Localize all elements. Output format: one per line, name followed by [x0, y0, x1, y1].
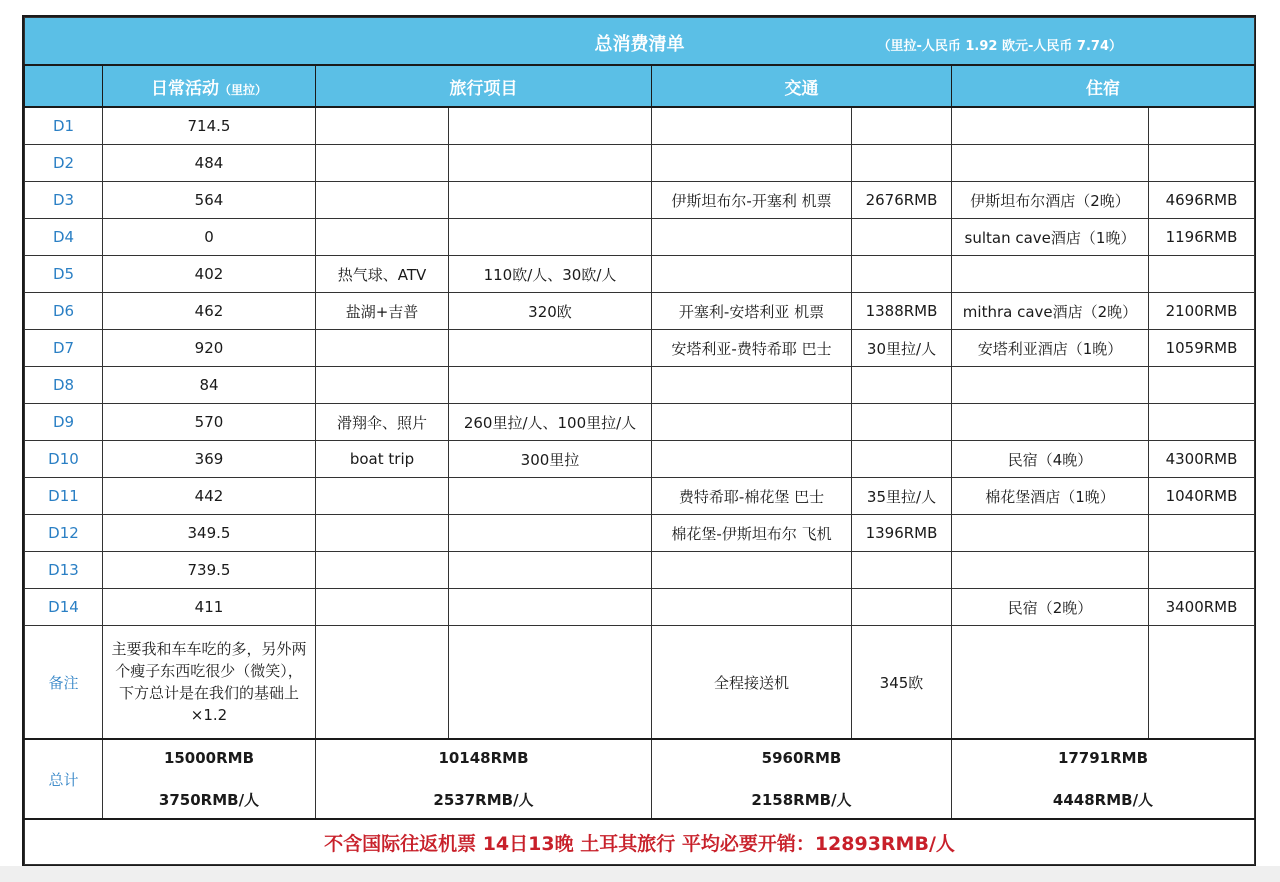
- lodging-cost-cell: 4696RMB: [1149, 182, 1255, 219]
- day-label: D5: [25, 256, 103, 293]
- transport-item-cell: [652, 367, 852, 404]
- header-blank: [25, 65, 103, 107]
- exchange-rate-note: （里拉-人民币 1.92 欧元-人民币 7.74）: [877, 39, 1122, 54]
- transport-item-cell: 棉花堡-伊斯坦布尔 飞机: [652, 515, 852, 552]
- daily-cell: 564: [103, 182, 316, 219]
- table-row: [25, 404, 1255, 441]
- table-row: [25, 256, 1255, 293]
- transport-cost-cell: [852, 367, 952, 404]
- travel-item-cell: 滑翔伞、照片: [316, 404, 449, 441]
- travel-item-cell: [316, 145, 449, 182]
- transport-item-cell: 开塞利-安塔利亚 机票: [652, 293, 852, 330]
- travel-item-cell: [316, 219, 449, 256]
- travel-cost-cell: 300里拉: [449, 441, 652, 478]
- header-daily-unit: （里拉）: [218, 82, 267, 97]
- transport-item-cell: [652, 107, 852, 145]
- transport-cost-cell: 30里拉/人: [852, 330, 952, 367]
- lodging-cost-cell: 1040RMB: [1149, 478, 1255, 515]
- lodging-item-cell: [952, 107, 1149, 145]
- daily-cell: 411: [103, 589, 316, 626]
- transport-cost-cell: [852, 145, 952, 182]
- table-row: [25, 107, 1255, 145]
- travel-item-cell: [316, 330, 449, 367]
- sheet-title: 总消费清单: [594, 34, 685, 55]
- lodging-cost-cell: [1149, 145, 1255, 182]
- lodging-item-cell: 棉花堡酒店（1晚）: [952, 478, 1149, 515]
- page-bottom-shade: [0, 866, 1280, 882]
- travel-cost-cell: [449, 552, 652, 589]
- transport-item-cell: [652, 256, 852, 293]
- lodging-cost-cell: [1149, 515, 1255, 552]
- travel-item-cell: 热气球、ATV: [316, 256, 449, 293]
- lodging-item-cell: [952, 256, 1149, 293]
- travel-cost-cell: 110欧/人、30欧/人: [449, 256, 652, 293]
- header-row: [25, 65, 1255, 107]
- lodging-cost-cell: [1149, 552, 1255, 589]
- day-label: D10: [25, 441, 103, 478]
- travel-cost-cell: [449, 478, 652, 515]
- lodging-item-cell: [952, 404, 1149, 441]
- daily-cell: 84: [103, 367, 316, 404]
- lodging-item-cell: [952, 145, 1149, 182]
- total-transport: 5960RMB 2158RMB/人: [652, 739, 952, 819]
- header-travel: 旅行项目: [316, 65, 652, 107]
- transport-cost-cell: [852, 404, 952, 441]
- header-lodging: 住宿: [952, 65, 1255, 107]
- table-row: [25, 589, 1255, 626]
- header-transport: 交通: [652, 65, 952, 107]
- lodging-cost-cell: 4300RMB: [1149, 441, 1255, 478]
- day-label: D1: [25, 107, 103, 145]
- day-label: D9: [25, 404, 103, 441]
- table-row: [25, 367, 1255, 404]
- transport-item-cell: 伊斯坦布尔-开塞利 机票: [652, 182, 852, 219]
- travel-cost-cell: [449, 182, 652, 219]
- transport-cost-cell: [852, 589, 952, 626]
- daily-cell: 484: [103, 145, 316, 182]
- lodging-item-cell: 民宿（2晚）: [952, 589, 1149, 626]
- transport-cost-cell: [852, 441, 952, 478]
- lodging-item-cell: [952, 515, 1149, 552]
- transport-cost-cell: [852, 256, 952, 293]
- daily-cell: 920: [103, 330, 316, 367]
- title-row: [25, 18, 1255, 66]
- daily-cell: 570: [103, 404, 316, 441]
- lodging-cost-cell: 1059RMB: [1149, 330, 1255, 367]
- transport-cost-cell: [852, 219, 952, 256]
- daily-cell: 714.5: [103, 107, 316, 145]
- expense-sheet: [22, 15, 1256, 867]
- transport-item-cell: [652, 441, 852, 478]
- travel-cost-cell: [449, 515, 652, 552]
- travel-item-cell: [316, 552, 449, 589]
- travel-item-cell: 盐湖+吉普: [316, 293, 449, 330]
- travel-cost-cell: [449, 145, 652, 182]
- lodging-cost-cell: [1149, 404, 1255, 441]
- lodging-item-cell: [952, 367, 1149, 404]
- day-label: D14: [25, 589, 103, 626]
- travel-cost-cell: [449, 219, 652, 256]
- travel-cost-cell: [449, 589, 652, 626]
- lodging-item-cell: 伊斯坦布尔酒店（2晚）: [952, 182, 1149, 219]
- lodging-cost-cell: 3400RMB: [1149, 589, 1255, 626]
- travel-item-cell: boat trip: [316, 441, 449, 478]
- transport-cost-cell: 2676RMB: [852, 182, 952, 219]
- transport-cost-cell: 1388RMB: [852, 293, 952, 330]
- travel-item-cell: [316, 515, 449, 552]
- day-label: D7: [25, 330, 103, 367]
- transport-item-cell: 费特希耶-棉花堡 巴士: [652, 478, 852, 515]
- header-daily: 日常活动（里拉）: [103, 65, 316, 107]
- remark-transport-item: 全程接送机: [652, 626, 852, 740]
- day-label: D13: [25, 552, 103, 589]
- lodging-cost-cell: 2100RMB: [1149, 293, 1255, 330]
- total-label: 总计: [25, 739, 103, 819]
- day-label: D8: [25, 367, 103, 404]
- lodging-item-cell: 民宿（4晚）: [952, 441, 1149, 478]
- day-label: D6: [25, 293, 103, 330]
- day-label: D4: [25, 219, 103, 256]
- transport-item-cell: [652, 552, 852, 589]
- total-lodging: 17791RMB 4448RMB/人: [952, 739, 1255, 819]
- transport-item-cell: [652, 589, 852, 626]
- lodging-item-cell: [952, 552, 1149, 589]
- transport-item-cell: [652, 145, 852, 182]
- lodging-cost-cell: [1149, 256, 1255, 293]
- table-row: [25, 219, 1255, 256]
- daily-cell: 349.5: [103, 515, 316, 552]
- daily-cell: 442: [103, 478, 316, 515]
- travel-cost-cell: [449, 367, 652, 404]
- transport-cost-cell: [852, 107, 952, 145]
- day-label: D11: [25, 478, 103, 515]
- summary-row: [25, 819, 1255, 865]
- travel-item-cell: [316, 589, 449, 626]
- table-row: [25, 182, 1255, 219]
- table-row: [25, 552, 1255, 589]
- lodging-cost-cell: [1149, 107, 1255, 145]
- transport-cost-cell: 35里拉/人: [852, 478, 952, 515]
- travel-cost-cell: [449, 107, 652, 145]
- transport-cost-cell: 1396RMB: [852, 515, 952, 552]
- transport-item-cell: [652, 404, 852, 441]
- travel-item-cell: [316, 367, 449, 404]
- total-travel: 10148RMB 2537RMB/人: [316, 739, 652, 819]
- day-label: D3: [25, 182, 103, 219]
- transport-item-cell: [652, 219, 852, 256]
- travel-item-cell: [316, 478, 449, 515]
- total-row: [25, 739, 1255, 819]
- remark-daily: 主要我和车车吃的多，另外两个瘦子东西吃很少（微笑），下方总计是在我们的基础上×1.2: [103, 626, 316, 740]
- lodging-item-cell: 安塔利亚酒店（1晚）: [952, 330, 1149, 367]
- total-daily: 15000RMB 3750RMB/人: [103, 739, 316, 819]
- day-rows: [25, 107, 1255, 626]
- daily-cell: 402: [103, 256, 316, 293]
- travel-item-cell: [316, 107, 449, 145]
- table-row: [25, 441, 1255, 478]
- summary-text: 不含国际往返机票 14日13晚 土耳其旅行 平均必要开销：12893RMB/人: [25, 819, 1255, 865]
- table-row: [25, 293, 1255, 330]
- lodging-item-cell: mithra cave酒店（2晚）: [952, 293, 1149, 330]
- travel-cost-cell: 320欧: [449, 293, 652, 330]
- remark-transport-cost: 345欧: [852, 626, 952, 740]
- table-row: [25, 515, 1255, 552]
- table-row: [25, 330, 1255, 367]
- day-label: D2: [25, 145, 103, 182]
- table-row: [25, 478, 1255, 515]
- table-row: [25, 145, 1255, 182]
- lodging-item-cell: sultan cave酒店（1晚）: [952, 219, 1149, 256]
- remark-label: 备注: [25, 626, 103, 740]
- daily-cell: 0: [103, 219, 316, 256]
- day-label: D12: [25, 515, 103, 552]
- transport-item-cell: 安塔利亚-费特希耶 巴士: [652, 330, 852, 367]
- lodging-cost-cell: 1196RMB: [1149, 219, 1255, 256]
- transport-cost-cell: [852, 552, 952, 589]
- daily-cell: 369: [103, 441, 316, 478]
- remark-row: [25, 626, 1255, 740]
- daily-cell: 739.5: [103, 552, 316, 589]
- lodging-cost-cell: [1149, 367, 1255, 404]
- daily-cell: 462: [103, 293, 316, 330]
- expense-table: [24, 17, 1255, 865]
- travel-item-cell: [316, 182, 449, 219]
- travel-cost-cell: 260里拉/人、100里拉/人: [449, 404, 652, 441]
- travel-cost-cell: [449, 330, 652, 367]
